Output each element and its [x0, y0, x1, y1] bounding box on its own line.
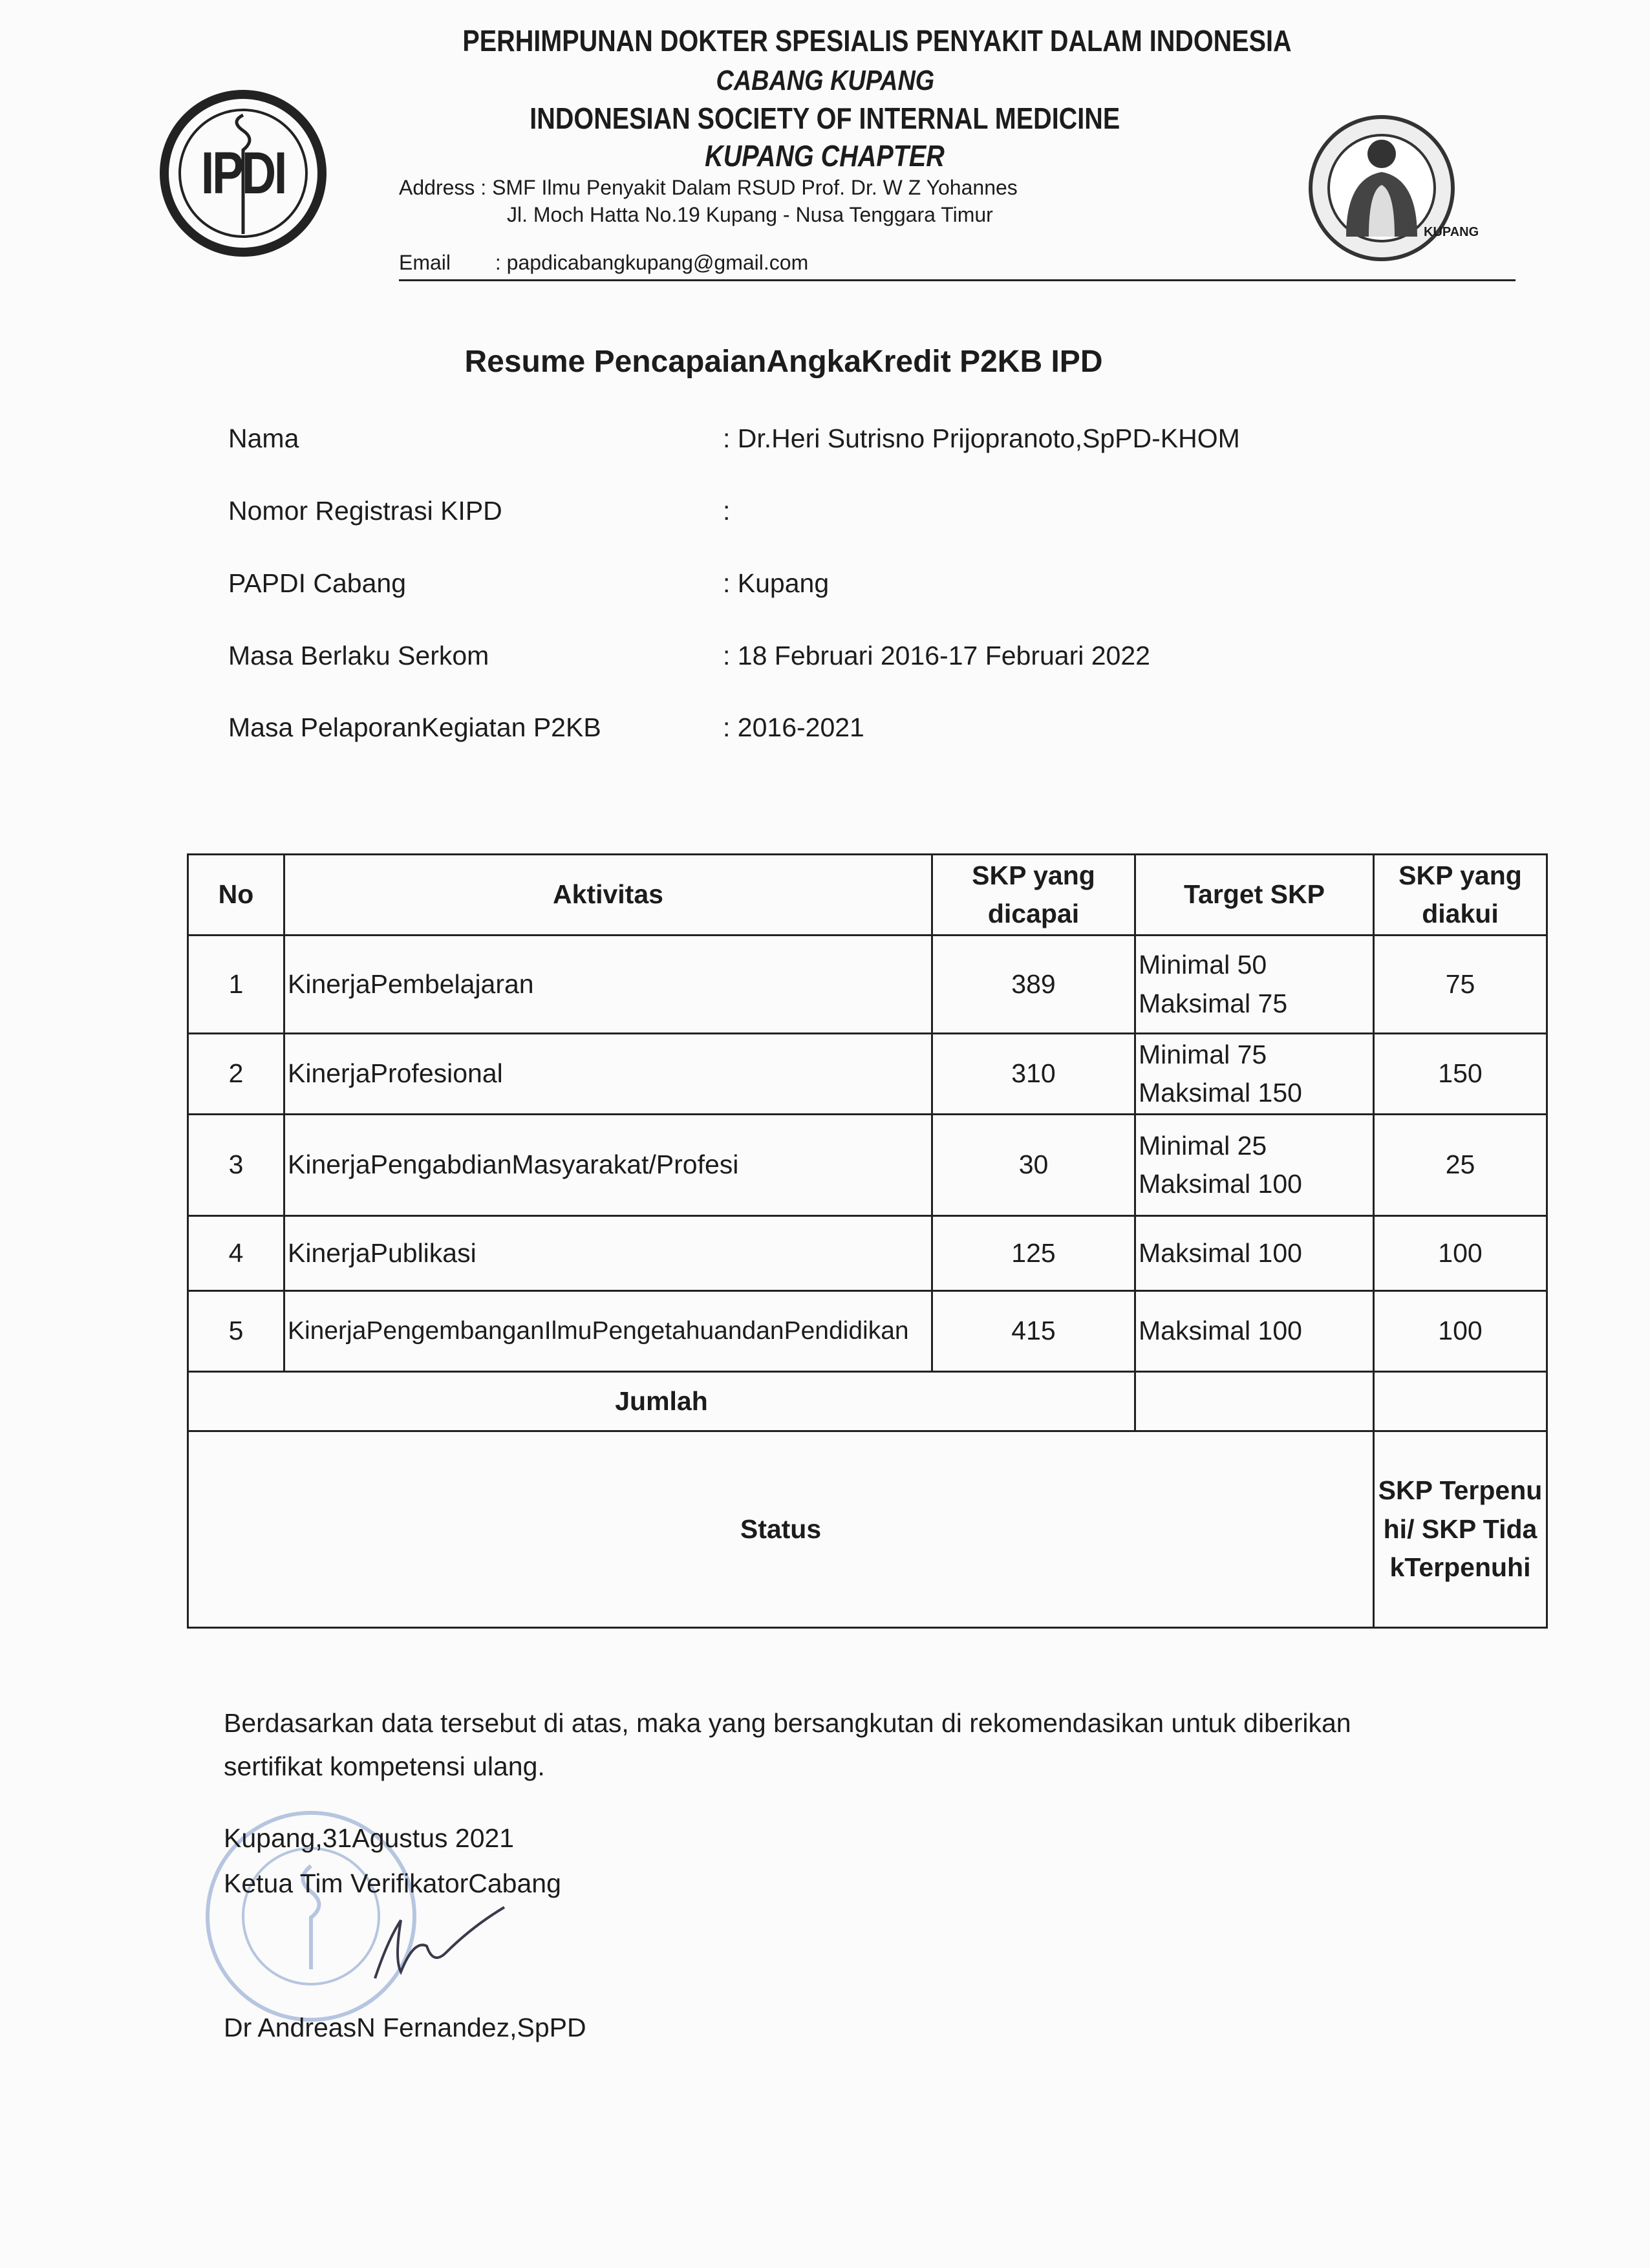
address-line2: Jl. Moch Hatta No.19 Kupang - Nusa Tenggara Timur	[507, 203, 993, 226]
row-target	[1135, 936, 1374, 1034]
row-no: 4	[188, 1216, 284, 1291]
target-max: Maksimal 75	[1139, 988, 1288, 1018]
row-aktivitas: KinerjaPengembanganIlmuPengetahuandanPendidikan	[284, 1291, 932, 1372]
target-min: Minimal 25	[1139, 1130, 1267, 1161]
org-name: PERHIMPUNAN DOKTER SPESIALIS PENYAKIT DALAM INDONESIA	[462, 24, 1292, 58]
org-name-en: INDONESIAN SOCIETY OF INTERNAL MEDICINE	[530, 102, 1120, 135]
email-label: Email	[399, 251, 451, 274]
table-row	[188, 1034, 1547, 1115]
field-value-pelaporan: : 2016-2021	[723, 712, 864, 742]
header-diakui: SKP yang diakui	[1374, 855, 1547, 936]
field-value-cabang: : Kupang	[723, 568, 830, 598]
logo-kupang-label: KUPANG	[1424, 225, 1479, 239]
address-value: SMF Ilmu Penyakit Dalam RSUD Prof. Dr. W Z Yohannes	[492, 176, 1018, 199]
field-label-nama: Nama	[228, 423, 299, 453]
row-diakui: 100	[1374, 1216, 1547, 1291]
target-max: Maksimal 150	[1139, 1078, 1302, 1107]
signer-role: Ketua Tim VerifikatorCabang	[224, 1868, 561, 1898]
field-label-pelaporan: Masa PelaporanKegiatan P2KB	[228, 712, 601, 742]
target-max: Maksimal 100	[1139, 1169, 1302, 1199]
row-target: Maksimal 100	[1135, 1291, 1374, 1372]
header-rule	[399, 279, 1516, 281]
table-header-row	[188, 855, 1547, 936]
row-target	[1135, 1034, 1374, 1115]
row-dicapai: 389	[932, 936, 1135, 1034]
jumlah-diakui	[1374, 1372, 1547, 1431]
table-row	[188, 1115, 1547, 1216]
row-target	[1135, 1115, 1374, 1216]
address-line1	[399, 176, 1018, 200]
address-label: Address :	[399, 176, 487, 199]
jumlah-row	[188, 1372, 1547, 1431]
row-dicapai: 125	[932, 1216, 1135, 1291]
row-aktivitas: KinerjaPengabdianMasyarakat/Profesi	[284, 1115, 932, 1216]
row-diakui: 100	[1374, 1291, 1547, 1372]
row-dicapai: 415	[932, 1291, 1135, 1372]
row-no: 5	[188, 1291, 284, 1372]
status-row	[188, 1431, 1547, 1628]
chapter-name: KUPANG CHAPTER	[705, 139, 945, 173]
table-row	[188, 1291, 1547, 1372]
email-line	[399, 251, 808, 275]
row-target: Maksimal 100	[1135, 1216, 1374, 1291]
field-value-registrasi: :	[723, 496, 731, 526]
jumlah-label: Jumlah	[188, 1372, 1135, 1431]
field-label-serkom: Masa Berlaku Serkom	[228, 641, 489, 670]
field-value-nama: : Dr.Heri Sutrisno Prijopranoto,SpPD-KHOM	[723, 423, 1240, 453]
row-dicapai: 30	[932, 1115, 1135, 1216]
table-row	[188, 936, 1547, 1034]
jumlah-target	[1135, 1372, 1374, 1431]
header-no: No	[188, 855, 284, 936]
field-value-serkom: : 18 Februari 2016-17 Februari 2022	[723, 641, 1150, 670]
row-no: 3	[188, 1115, 284, 1216]
field-label-registrasi: Nomor Registrasi KIPD	[228, 496, 502, 526]
row-aktivitas: KinerjaPublikasi	[284, 1216, 932, 1291]
status-label: Status	[188, 1431, 1374, 1628]
page-title: Resume PencapaianAngkaKredit P2KB IPD	[464, 345, 1103, 379]
row-no: 1	[188, 936, 284, 1034]
row-diakui: 25	[1374, 1115, 1547, 1216]
signature	[362, 1901, 517, 1991]
recommendation-line2: sertifikat kompetensi ulang.	[224, 1751, 545, 1781]
row-diakui: 150	[1374, 1034, 1547, 1115]
place-date: Kupang,31Agustus 2021	[224, 1823, 515, 1853]
branch-name: CABANG KUPANG	[716, 65, 934, 96]
header-target: Target SKP	[1135, 855, 1374, 936]
header-aktivitas: Aktivitas	[284, 855, 932, 936]
skp-table	[187, 853, 1548, 1629]
row-diakui: 75	[1374, 936, 1547, 1034]
signer-name: Dr AndreasN Fernandez,SpPD	[224, 2013, 586, 2042]
row-aktivitas: KinerjaPembelajaran	[284, 936, 932, 1034]
email-value: : papdicabangkupang@gmail.com	[495, 251, 809, 274]
papdi-logo	[1307, 114, 1479, 269]
ipdi-logo-text: IPDI	[200, 140, 286, 206]
field-label-cabang: PAPDI Cabang	[228, 568, 407, 598]
status-value: SKP Terpenuhi/ SKP TidakTerpenuhi	[1374, 1431, 1547, 1628]
target-min: Minimal 75	[1139, 1039, 1267, 1069]
table-row	[188, 1216, 1547, 1291]
recommendation-line1: Berdasarkan data tersebut di atas, maka yang bersangkutan di rekomendasikan untuk diberikan	[224, 1708, 1351, 1738]
row-no: 2	[188, 1034, 284, 1115]
target-min: Minimal 50	[1139, 950, 1267, 980]
row-aktivitas: KinerjaProfesional	[284, 1034, 932, 1115]
row-dicapai: 310	[932, 1034, 1135, 1115]
header-dicapai: SKP yang dicapai	[932, 855, 1135, 936]
